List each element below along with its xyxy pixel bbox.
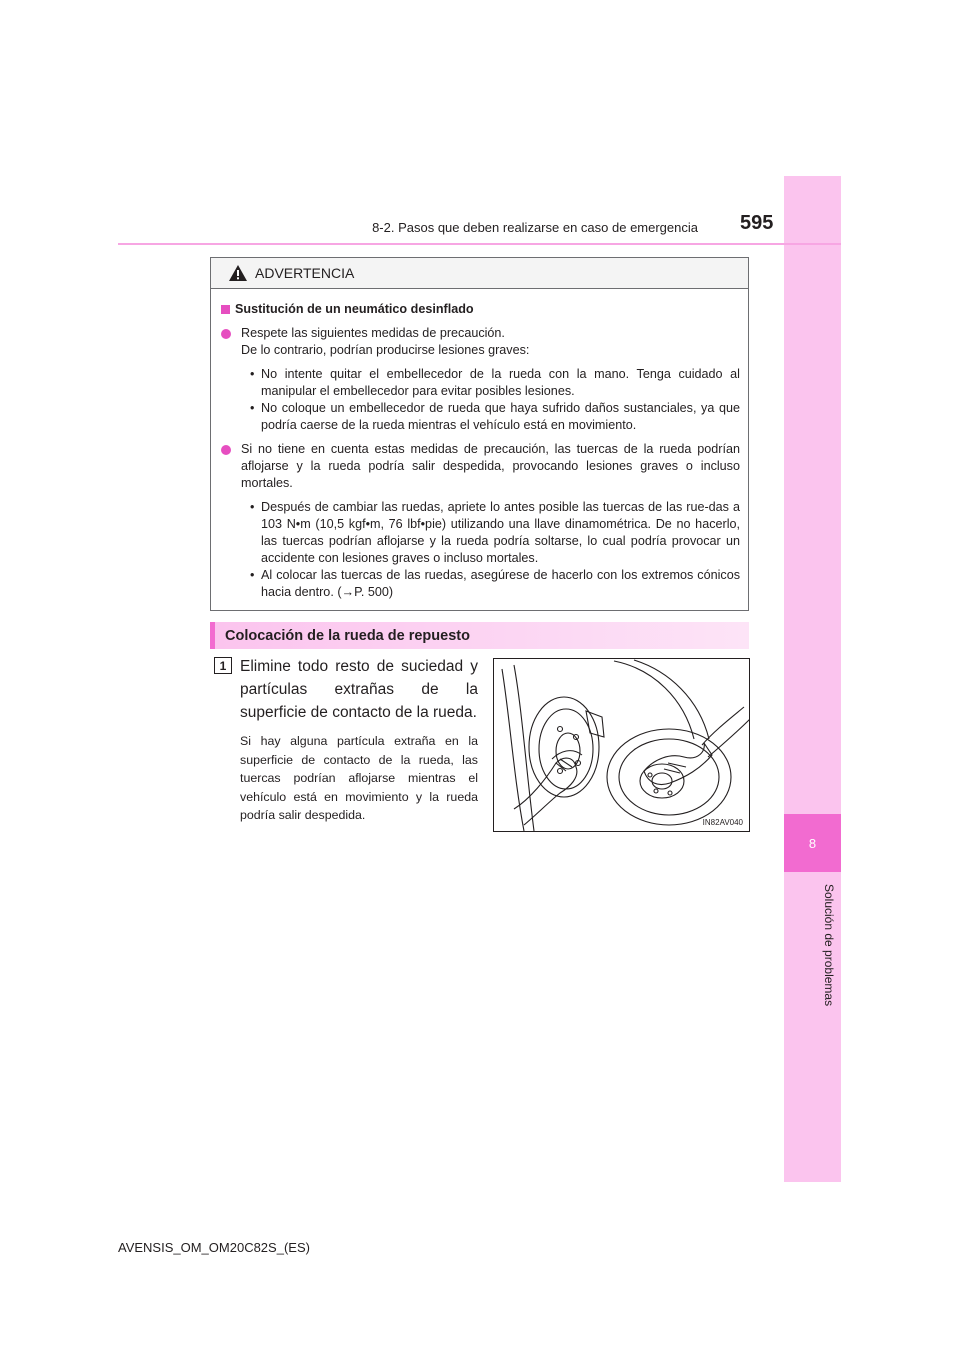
warning-title: ADVERTENCIA: [255, 265, 355, 281]
list-item-text: No coloque un embellecedor de rueda que haya sufrido daños sustanciales, ya que podría caerse de la rueda mientras el vehículo está en movimiento.: [261, 401, 740, 432]
step-title: Elimine todo resto de suciedad y partículas extrañas de la superficie de contacto de la rueda.: [240, 658, 478, 721]
warning-paragraph-1-line-1: Respete las siguientes medidas de precaución.: [241, 326, 505, 340]
warning-paragraph-2-text: Si no tiene en cuenta estas medidas de precaución, las tuercas de la rueda podrían aflojarse y la rueda podría salir despedida, provocando lesiones graves o incluso mortales.: [241, 442, 740, 490]
list-item-text: No intente quitar el embellecedor de la rueda con la mano. Tenga cuidado al manipular el embellecedor para evitar posibles lesiones.: [261, 367, 740, 398]
warning-subtitle-text: Sustitución de un neumático desinflado: [235, 302, 474, 316]
warning-paragraph-2: [221, 441, 740, 492]
warning-paragraph-1-line-2: De lo contrario, podrían producirse lesiones graves:: [241, 343, 530, 357]
step-description: Si hay alguna partícula extraña en la superficie de contacto de la rueda, las tuercas podrían aflojarse mientras el vehículo está en movimiento y la rueda podría salir despedida.: [240, 734, 478, 822]
list-item: • No coloque un embellecedor de rueda que haya sufrido daños sustanciales, ya que podría caerse de la rueda mientras el vehículo está en movimiento.: [250, 401, 740, 432]
square-bullet-icon: [221, 305, 230, 314]
warning-list-1: [221, 366, 740, 434]
warning-list-2: [221, 499, 740, 601]
chapter-label: Solución de problemas: [822, 884, 836, 1007]
warning-paragraph-1: [221, 325, 740, 359]
wheel-illustration: [494, 659, 750, 832]
wheel-cleaning-illustration: [493, 658, 750, 832]
circle-bullet-icon: [221, 329, 231, 339]
warning-body: [211, 289, 748, 601]
page-number: 595: [740, 212, 774, 234]
warning-header: [211, 258, 748, 289]
warning-subtitle: [221, 301, 740, 318]
list-item: • Después de cambiar las ruedas, apriete lo antes posible las tuercas de las rue-das a 103 N•m (10,5 kgf•m, 76 lbf•pie) utilizando una llave dinamométrica. De no hacerlo, las tuercas podrían aflojarse y la rueda podría soltarse, lo cual podría provocar un accidente con lesiones graves o incluso mortales.: [250, 500, 740, 565]
warning-triangle-icon: [229, 265, 247, 281]
section-heading: Colocación de la rueda de repuesto: [210, 622, 749, 649]
list-item-text: Después de cambiar las ruedas, apriete lo antes posible las tuercas de las rue-das a 103 N•m (10,5 kgf•m, 76 lbf•pie) utilizando una llave dinamométrica. De no hacerlo, las tuercas podrían aflojarse y la rueda podría soltarse, lo cual podría provocar un accidente con lesiones graves o incluso mortales.: [261, 500, 740, 565]
list-item: • No intente quitar el embellecedor de la rueda con la mano. Tenga cuidado al manipular el embellecedor para evitar posibles lesiones.: [250, 367, 740, 398]
header-rule: [118, 243, 841, 245]
list-item: • Al colocar las tuercas de las ruedas, asegúrese de hacerlo con los extremos cónicos hacia dentro. (→P. 500): [250, 568, 740, 599]
circle-bullet-icon: [221, 445, 231, 455]
list-item-text: Al colocar las tuercas de las ruedas, asegúrese de hacerlo con los extremos cónicos hacia dentro. (→P. 500): [261, 568, 740, 599]
step-number: 1: [214, 657, 232, 674]
chapter-number: 8: [784, 814, 841, 872]
running-header: 8-2. Pasos que deben realizarse en caso de emergencia: [372, 220, 698, 235]
footer-doc-id: AVENSIS_OM_OM20C82S_(ES): [118, 1240, 310, 1255]
figure-code: IN82AV040: [702, 818, 743, 827]
warning-box: [210, 257, 749, 611]
